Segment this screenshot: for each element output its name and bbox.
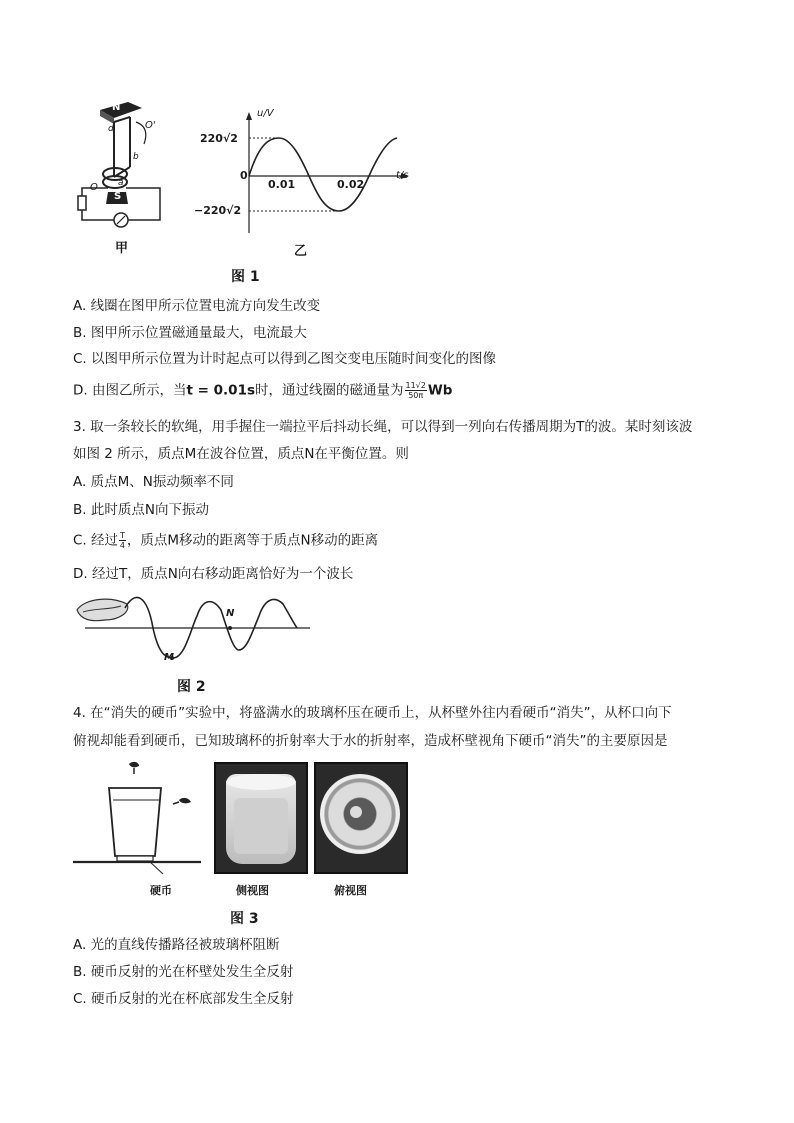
side-view-photo — [214, 762, 308, 874]
fig1-sub-a: 甲 — [115, 241, 129, 256]
q4-option-a: A. 光的直线传播路径被玻璃杯阻断 — [73, 937, 280, 953]
label-m: M — [164, 652, 174, 663]
fig1-sub-b: 乙 — [294, 244, 308, 259]
q4-stem-1: 4. 在“消失的硬币”实验中，将盛满水的玻璃杯压在硬币上，从杯壁外往内看硬币“消失”，从杯口向下 — [73, 705, 672, 721]
graph-ytick-bottom: −220√2 — [194, 204, 242, 217]
fig2-caption: 图 2 — [177, 679, 206, 695]
graph-ytick-zero: 0 — [240, 169, 248, 182]
magnet-n-label: N — [112, 102, 121, 113]
label-b: b — [133, 152, 139, 162]
fig3-cup-diagram — [73, 760, 203, 880]
q4-stem-2: 俯视却能看到硬币，已知玻璃杯的折射率大于水的折射率，造成杯壁视角下硬币“消失”的主要原因是 — [73, 733, 668, 749]
graph-ytick-top: 220√2 — [200, 132, 238, 145]
label-a: a — [118, 178, 124, 188]
q2-option-d: D. 由图乙所示，当t = 0.01s时，通过线圈的磁通量为 $\frac{11√2}{50\pi}$ Wb — [73, 381, 453, 400]
top-view-photo — [314, 762, 408, 874]
q3-stem-2: 如图 2 所示，质点M在波谷位置，质点N在平衡位置。则 — [73, 446, 409, 462]
q3-option-a: A. 质点M、N振动频率不同 — [73, 474, 234, 490]
label-top-view: 俯视图 — [334, 884, 367, 897]
q3-stem-1: 3. 取一条较长的软绳，用手握住一端拉平后抖动长绳，可以得到一列向右传播周期为T的波。某时刻该波 — [73, 419, 693, 435]
label-n: N — [226, 608, 235, 619]
q2-option-c: C. 以图甲所示位置为计时起点可以得到乙图交变电压随时间变化的图像 — [73, 351, 497, 367]
label-d: d — [108, 124, 114, 134]
period-quarter-fraction: $\frac{T}{4}$ — [119, 531, 125, 550]
fig1-generator-diagram — [70, 92, 180, 232]
hand-icon — [77, 599, 128, 620]
q3-option-b: B. 此时质点N向下振动 — [73, 502, 209, 518]
eye-top-icon — [129, 762, 139, 767]
eye-side-icon — [179, 798, 191, 803]
coin-shape — [117, 856, 153, 861]
q2-option-b: B. 图甲所示位置磁通量最大，电流最大 — [73, 325, 307, 341]
graph-xtick-1: 0.01 — [268, 178, 296, 191]
q2-option-a: A. 线圈在图甲所示位置电流方向发生改变 — [73, 298, 321, 314]
fig1-voltage-graph — [195, 108, 420, 238]
graph-xlabel: t/s — [396, 170, 409, 181]
q4-option-b: B. 硬币反射的光在杯壁处发生全反射 — [73, 964, 294, 980]
sine-curve — [249, 138, 397, 211]
label-side-view: 侧视图 — [236, 884, 269, 897]
q3-option-c: C. 经过 $\frac{T}{4}$ ，质点M移动的距离等于质点N移动的距离 — [73, 531, 379, 550]
resistor — [78, 196, 86, 210]
flux-fraction: $\frac{11√2}{50\pi}$ — [405, 381, 426, 400]
q4-option-c: C. 硬币反射的光在杯底部发生全反射 — [73, 991, 294, 1007]
magnet-s-label: S — [114, 191, 122, 202]
label-coin: 硬币 — [150, 884, 172, 897]
graph-xtick-2: 0.02 — [337, 178, 365, 191]
fig3-caption: 图 3 — [230, 911, 259, 927]
label-o-prime: O' — [145, 120, 156, 131]
graph-ylabel: u/V — [257, 108, 274, 119]
label-o: O — [90, 182, 98, 193]
fig1-caption: 图 1 — [231, 269, 260, 285]
q3-option-d: D. 经过T，质点N向右移动距离恰好为一个波长 — [73, 566, 354, 582]
fig2-wave-diagram — [75, 590, 315, 666]
